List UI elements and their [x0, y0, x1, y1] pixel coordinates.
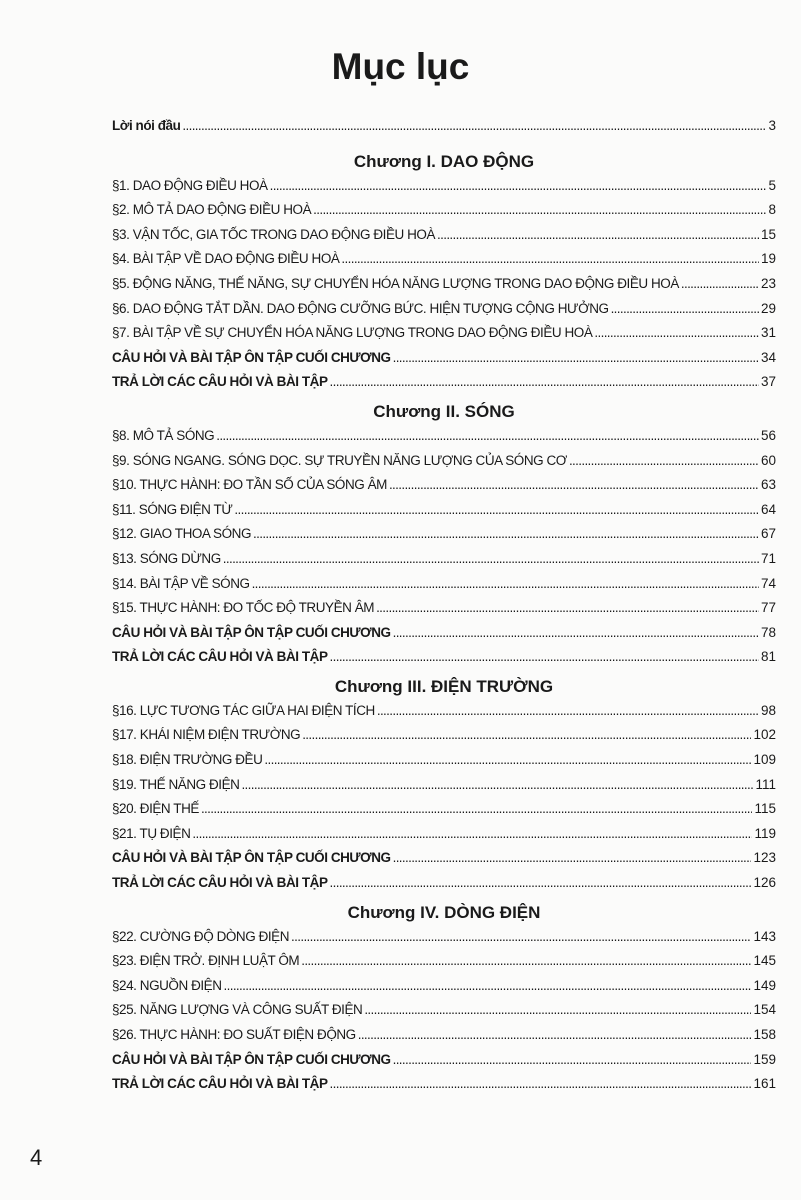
- toc-entry-page: 102: [753, 727, 776, 743]
- toc-entry-page: 23: [760, 275, 776, 291]
- toc-entry-page: 123: [753, 850, 776, 866]
- toc-entry[interactable]: [112, 699, 776, 724]
- toc-entry-label: §24. NGUỒN ĐIỆN: [112, 977, 222, 993]
- dot-leader: [569, 449, 759, 474]
- dot-leader: [216, 424, 759, 449]
- dot-leader: [330, 645, 759, 670]
- toc-entry-label: §12. GIAO THOA SÓNG: [112, 526, 252, 542]
- toc-entry-page: 149: [753, 977, 776, 993]
- toc-entry[interactable]: [112, 223, 776, 248]
- dot-leader: [681, 272, 759, 297]
- toc-entry[interactable]: [112, 321, 776, 346]
- toc-entry[interactable]: [112, 871, 776, 896]
- toc-entry[interactable]: [112, 645, 776, 670]
- dot-leader: [377, 699, 759, 724]
- toc-entry-label: CÂU HỎI VÀ BÀI TẬP ÔN TẬP CUỐI CHƯƠNG: [112, 624, 391, 640]
- toc-entry-label: CÂU HỎI VÀ BÀI TẬP ÔN TẬP CUỐI CHƯƠNG: [112, 349, 391, 365]
- table-of-contents: [112, 114, 776, 1097]
- toc-entry-label: §14. BÀI TẬP VỀ SÓNG: [112, 575, 250, 591]
- toc-entry-page: 74: [760, 575, 776, 591]
- toc-entry[interactable]: [112, 198, 776, 223]
- toc-entry[interactable]: [112, 822, 776, 847]
- toc-entry[interactable]: [112, 1023, 776, 1048]
- toc-entry-page: 5: [768, 177, 776, 193]
- toc-entry[interactable]: [112, 473, 776, 498]
- dot-leader: [330, 370, 759, 395]
- toc-entry-page: 56: [760, 427, 776, 443]
- toc-entry-label: §11. SÓNG ĐIỆN TỪ: [112, 501, 233, 517]
- toc-entry-page: 145: [753, 953, 776, 969]
- dot-leader: [389, 473, 759, 498]
- dot-leader: [330, 871, 752, 896]
- toc-entry-page: 81: [760, 649, 776, 665]
- toc-entry-label: §2. MÔ TẢ DAO ĐỘNG ĐIỀU HOÀ: [112, 202, 312, 218]
- toc-entry-page: 31: [760, 325, 776, 341]
- dot-leader: [376, 596, 759, 621]
- dot-leader: [393, 621, 759, 646]
- toc-entry[interactable]: [112, 370, 776, 395]
- toc-entry[interactable]: [112, 272, 776, 297]
- toc-entry-label: §15. THỰC HÀNH: ĐO TỐC ĐỘ TRUYỀN ÂM: [112, 600, 375, 616]
- toc-entry[interactable]: [112, 174, 776, 199]
- dot-leader: [393, 346, 759, 371]
- toc-entry[interactable]: [112, 974, 776, 999]
- toc-entry[interactable]: [112, 247, 776, 272]
- toc-entry-page: 158: [753, 1027, 776, 1042]
- toc-entry-label: CÂU HỎI VÀ BÀI TẬP ÔN TẬP CUỐI CHƯƠNG: [112, 850, 391, 866]
- toc-entry[interactable]: [112, 748, 776, 773]
- toc-entry[interactable]: [112, 297, 776, 322]
- dot-leader: [437, 223, 759, 248]
- toc-entry-label: §3. VẬN TỐC, GIA TỐC TRONG DAO ĐỘNG ĐIỀU HOÀ: [112, 226, 436, 242]
- dot-leader: [252, 572, 759, 597]
- dot-leader: [241, 773, 753, 798]
- toc-entry-label: TRẢ LỜI CÁC CÂU HỎI VÀ BÀI TẬP: [112, 875, 328, 891]
- chapter-heading: Chương IV. DÒNG ĐIỆN: [347, 902, 541, 922]
- toc-entry-page: 111: [755, 776, 776, 792]
- toc-entry-label: §8. MÔ TẢ SÓNG: [112, 427, 215, 443]
- toc-entry-page: 143: [753, 928, 776, 944]
- toc-entry[interactable]: [112, 773, 776, 798]
- dot-leader: [364, 998, 751, 1023]
- toc-entry-label: Lời nói đầu: [112, 118, 181, 133]
- toc-entry-label: §10. THỰC HÀNH: ĐO TẦN SỐ CỦA SÓNG ÂM: [112, 477, 387, 493]
- toc-entry-page: 60: [760, 452, 776, 468]
- toc-entry[interactable]: [112, 797, 776, 822]
- dot-leader: [393, 1048, 752, 1073]
- toc-entry[interactable]: [112, 925, 776, 950]
- toc-entry-page: 109: [753, 752, 776, 768]
- dot-leader: [393, 846, 752, 871]
- dot-leader: [594, 321, 759, 346]
- dot-leader: [234, 498, 759, 523]
- toc-entry-page: 154: [753, 1002, 776, 1018]
- toc-entry[interactable]: [112, 1072, 776, 1097]
- toc-entry-label: §16. LỰC TƯƠNG TÁC GIỮA HAI ĐIỆN TÍCH: [112, 702, 375, 718]
- dot-leader: [611, 297, 759, 322]
- toc-entry-page: 29: [760, 300, 776, 316]
- chapter-heading: Chương III. ĐIỆN TRƯỜNG: [334, 676, 554, 696]
- toc-entry-label: TRẢ LỜI CÁC CÂU HỎI VÀ BÀI TẬP: [112, 649, 328, 665]
- dot-leader: [182, 114, 766, 139]
- toc-entry[interactable]: [112, 572, 776, 597]
- toc-entry-page: 34: [760, 349, 776, 365]
- dot-leader: [224, 974, 752, 999]
- toc-entry-label: §19. THẾ NĂNG ĐIỆN: [112, 776, 240, 792]
- toc-entry-label: §21. TỤ ĐIỆN: [112, 825, 191, 841]
- toc-entry-label: §25. NĂNG LƯỢNG VÀ CÔNG SUẤT ĐIỆN: [112, 1002, 363, 1018]
- toc-entry[interactable]: [112, 596, 776, 621]
- toc-entry-page: 126: [753, 875, 776, 891]
- toc-entry-label: TRẢ LỜI CÁC CÂU HỎI VÀ BÀI TẬP: [112, 374, 328, 390]
- chapter-heading: Chương II. SÓNG: [373, 401, 515, 421]
- toc-entry[interactable]: [112, 621, 776, 646]
- toc-entry-label: §9. SÓNG NGANG. SÓNG DỌC. SỰ TRUYỀN NĂNG LƯỢNG CỦA SÓNG CƠ: [112, 452, 567, 468]
- dot-leader: [301, 949, 751, 974]
- page-number: 4: [30, 1145, 43, 1170]
- toc-entry[interactable]: [112, 346, 776, 371]
- dot-leader: [313, 198, 766, 223]
- toc-entry-page: 37: [760, 374, 776, 390]
- toc-entry-page: 63: [760, 477, 776, 493]
- toc-entry-label: §1. DAO ĐỘNG ĐIỀU HOÀ: [112, 177, 268, 193]
- toc-entry-label: §17. KHÁI NIỆM ĐIỆN TRƯỜNG: [112, 727, 301, 743]
- toc-entry-label: §26. THỰC HÀNH: ĐO SUẤT ĐIỆN ĐỘNG: [112, 1027, 356, 1042]
- toc-entry[interactable]: [112, 846, 776, 871]
- toc-entry-label: §7. BÀI TẬP VỀ SỰ CHUYỂN HÓA NĂNG LƯỢNG TRONG DAO ĐỘNG ĐIỀU HOÀ: [112, 325, 593, 341]
- toc-entry-page: 67: [760, 526, 776, 542]
- dot-leader: [270, 174, 767, 199]
- dot-leader: [330, 1072, 752, 1097]
- toc-entry-label: §4. BÀI TẬP VỀ DAO ĐỘNG ĐIỀU HOÀ: [112, 251, 340, 267]
- toc-entry-page: 78: [760, 624, 776, 640]
- dot-leader: [264, 748, 751, 773]
- dot-leader: [253, 522, 759, 547]
- toc-entry[interactable]: [112, 998, 776, 1023]
- toc-entry-page: 98: [760, 702, 776, 718]
- toc-entry-label: §22. CƯỜNG ĐỘ DÒNG ĐIỆN: [112, 928, 290, 944]
- toc-entry[interactable]: [112, 522, 776, 547]
- toc-entry-page: 8: [768, 202, 776, 218]
- toc-entry-label: §18. ĐIỆN TRƯỜNG ĐỀU: [112, 752, 263, 768]
- toc-entry-page: 3: [768, 118, 776, 133]
- toc-entry[interactable]: [112, 498, 776, 523]
- toc-entry-label: TRẢ LỜI CÁC CÂU HỎI VÀ BÀI TẬP: [112, 1076, 328, 1092]
- toc-entry-page: 15: [760, 226, 776, 242]
- toc-entry-page: 161: [753, 1076, 776, 1092]
- toc-entry[interactable]: [112, 547, 776, 572]
- toc-entry-page: 64: [760, 501, 776, 517]
- toc-entry[interactable]: [112, 449, 776, 474]
- dot-leader: [223, 547, 759, 572]
- toc-entry-page: 77: [760, 600, 776, 616]
- toc-entry-label: §20. ĐIỆN THẾ: [112, 801, 199, 817]
- toc-entry[interactable]: [112, 949, 776, 974]
- toc-entry[interactable]: [112, 424, 776, 449]
- dot-leader: [201, 797, 753, 822]
- toc-entry-page: 19: [760, 251, 776, 267]
- toc-entry-page: 159: [753, 1051, 776, 1067]
- dot-leader: [291, 925, 751, 950]
- toc-entry[interactable]: [112, 1048, 776, 1073]
- toc-entry-label: §6. DAO ĐỘNG TẮT DẦN. DAO ĐỘNG CƯỠNG BỨC. HIỆN TƯỢNG CỘNG HƯỞNG: [112, 300, 609, 316]
- toc-entry-preface[interactable]: [112, 114, 776, 139]
- dot-leader: [192, 822, 752, 847]
- page-title: Mục lục: [331, 46, 470, 87]
- toc-entry-label: §13. SÓNG DỪNG: [112, 550, 221, 566]
- dot-leader: [358, 1023, 752, 1048]
- toc-entry-label: §23. ĐIỆN TRỞ. ĐỊNH LUẬT ÔM: [112, 953, 300, 969]
- toc-entry-page: 119: [754, 825, 776, 841]
- chapter-heading: Chương I. DAO ĐỘNG: [353, 151, 535, 171]
- dot-leader: [341, 247, 759, 272]
- toc-entry-page: 71: [760, 550, 776, 566]
- toc-entry[interactable]: [112, 723, 776, 748]
- toc-entry-page: 115: [754, 801, 776, 817]
- toc-entry-label: CÂU HỎI VÀ BÀI TẬP ÔN TẬP CUỐI CHƯƠNG: [112, 1051, 391, 1067]
- toc-entry-label: §5. ĐỘNG NĂNG, THẾ NĂNG, SỰ CHUYỂN HÓA NĂNG LƯỢNG TRONG DAO ĐỘNG ĐIỀU HOÀ: [112, 275, 679, 291]
- dot-leader: [302, 723, 751, 748]
